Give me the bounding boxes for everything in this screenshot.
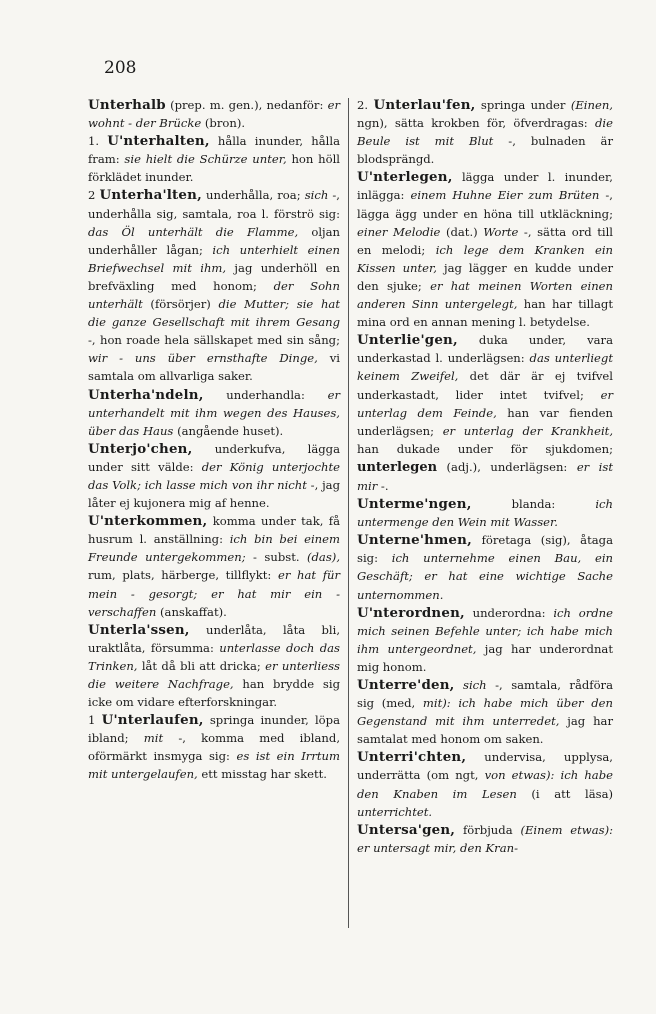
entry-example: einem Huhne Eier zum Brüten <box>410 188 600 203</box>
entry-example: er unterliess die weitere Nachfrage, <box>88 658 340 691</box>
entry-headword: Untersa'gen, <box>357 821 456 838</box>
entry-text: 2 <box>88 188 100 203</box>
dictionary-entry <box>357 168 613 331</box>
dictionary-entry <box>357 96 613 168</box>
entry-text: (anskaffat). <box>156 604 227 619</box>
entry-headword: Unterlau'fen, <box>373 97 476 113</box>
entry-headword: Unterme'ngen, <box>357 496 472 513</box>
entry-text: han har tillagt mina ord en annan mening l. betydelse. <box>357 297 613 330</box>
entry-text: vi samtala om allvarliga saker. <box>88 351 340 384</box>
dictionary-entry <box>357 331 613 495</box>
entry-example: die Beule ist mit Blut <box>357 116 613 149</box>
entry-example: ich ordne mich seinen Befehle unter; ich habe mich ihm untergeordnet, <box>357 605 613 656</box>
entry-text: -. <box>377 478 389 493</box>
dictionary-entry <box>357 748 613 820</box>
entry-example: der König unterjochte das Volk; ich lasse mich von ihr nicht <box>88 459 340 492</box>
entry-example: mit): ich habe mich über den Gegenstand mit ihm unterredet, <box>357 696 614 729</box>
dictionary-entry <box>88 132 340 186</box>
entry-text: (angående huset). <box>173 423 284 438</box>
entry-headword: Unterne'hmen, <box>357 532 472 549</box>
entry-example: ich unterhielt einen Briefwechsel mit ihm, <box>88 242 340 275</box>
entry-example: ich lege dem Kranken ein Kissen unter, <box>357 242 613 275</box>
entry-headword: Unterri'chten, <box>357 749 467 766</box>
entry-example: die Mutter; sie hat die ganze Gesellschaft mit ihrem Gesang <box>88 297 341 330</box>
entry-text: (adj.), underlägsen: <box>437 459 577 474</box>
entry-example: (das), <box>306 550 340 565</box>
entry-text: han dukade under för sjukdomen; <box>357 441 613 456</box>
entry-subheadword: unterlegen <box>357 459 438 475</box>
column-divider <box>348 98 349 928</box>
entry-text: jag har samtalat med honom om saken. <box>357 714 613 747</box>
entry-example: (Einem etwas): er untersagt mir, den Kran- <box>357 822 613 855</box>
dictionary-entry <box>88 186 340 385</box>
entry-example: ich bin bei einem Freunde untergekommen; <box>88 532 341 565</box>
dictionary-entry <box>88 621 340 711</box>
entry-headword: U'nterordnen, <box>357 604 465 621</box>
entry-text: hon höll förklädet inunder. <box>88 152 340 185</box>
right-column <box>357 96 613 857</box>
entry-text: jag underhöll en brefväxling med honom; <box>88 260 340 293</box>
entry-text: (dat.) <box>440 224 484 239</box>
entry-text: låt då bli att dricka; <box>137 658 266 673</box>
entry-text: -, underhålla sig, samtala, roa l. förströ sig: <box>88 188 340 221</box>
entry-text: förbjuda <box>455 822 521 837</box>
entry-headword: U'nterlegen, <box>357 169 453 186</box>
entry-text: oljan underhåller lågan; <box>88 224 340 257</box>
entry-text: komma under tak, få husrum l. anställning: <box>88 514 340 547</box>
entry-example: unterrichtet. <box>357 804 433 819</box>
entry-text: ngn), sätta krokben för, öfverdragas: <box>357 116 595 131</box>
entry-text: jag lägger en kudde under den sjuke; <box>357 260 613 293</box>
entry-text: han var fienden underlägsen; <box>357 405 614 438</box>
dictionary-entry <box>357 604 613 676</box>
entry-headword: Unterhalb <box>88 97 166 113</box>
entry-text: -, lägga ägg under en höna till utkläckning; <box>357 188 613 221</box>
entry-text: underkufva, lägga under sitt välde: <box>88 441 340 474</box>
entry-example: das Öl unterhält die Flamme, <box>88 224 299 239</box>
entry-text: springa inunder, löpa ibland; <box>88 713 340 746</box>
entry-headword: Unterlie'gen, <box>357 332 458 349</box>
entry-example: wir - uns über ernsthafte Dinge, <box>88 351 318 366</box>
entry-example: ich unternehme einen Bau, ein Geschäft; er hat eine wichtige Sache unternommen. <box>357 551 613 602</box>
entry-example: er unterhandelt mit ihm wegen des Hauses, über das Haus <box>88 387 340 438</box>
left-column <box>88 96 340 784</box>
entry-text: rum, plats, härberge, tillflykt: <box>88 568 278 583</box>
entry-text: -, jag låter ej kujonera mig af henne. <box>88 477 340 511</box>
page-number: 208 <box>104 58 137 78</box>
dictionary-entry <box>357 495 613 531</box>
entry-text: undervisa, upplysa, underrätta (om ngt, <box>357 750 613 783</box>
dictionary-entry <box>357 821 613 857</box>
entry-text: lägga under l. inunder, inlägga: <box>357 170 613 203</box>
entry-text: det där är ej tvifvel underkastadt, lider intet tvifvel; <box>357 369 614 402</box>
entry-text: -, samtala, rådföra sig (med, <box>357 678 613 711</box>
entry-headword: U'nterkommen, <box>88 513 208 530</box>
dictionary-entry <box>88 512 340 621</box>
entry-text: -, hon roade hela sällskapet med sin sång; <box>88 333 340 348</box>
entry-example: er hat meinen Worten einen anderen Sinn untergelegt, <box>357 278 613 312</box>
entry-headword: Unterha'ndeln, <box>88 386 204 403</box>
dictionary-entry <box>357 531 613 603</box>
entry-text: jag har underordnat mig honom. <box>357 641 613 674</box>
entry-text: 1. <box>88 134 108 149</box>
entry-headword: Unterre'den, <box>357 677 455 693</box>
entry-example: sie hielt die Schürze unter, <box>124 152 287 167</box>
dictionary-entry <box>88 96 340 132</box>
entry-example: Worte <box>483 224 519 239</box>
entry-example: das unterliegt keinem Zweifel, <box>357 351 614 384</box>
entry-text: han brydde sig icke om vidare efterforskningar. <box>88 677 340 710</box>
entry-text: hålla inunder, hålla fram: <box>88 134 340 167</box>
entry-text: -, bulnaden är blodsprängd. <box>357 134 613 167</box>
entry-text: (försörjer) <box>142 297 219 312</box>
entry-text: 2. <box>357 98 374 112</box>
entry-text: blanda: <box>471 497 596 512</box>
entry-text <box>455 678 463 692</box>
entry-text: springa under <box>475 98 571 112</box>
entry-example: es ist ein Irrtum mit untergelaufen, <box>88 749 340 782</box>
entry-text: - subst. <box>245 550 307 565</box>
entry-example: er ist mir <box>357 459 614 493</box>
entry-example: von etwas): ich habe den Knaben im Lesen <box>357 768 614 801</box>
entry-text: (i att läsa) <box>516 786 613 801</box>
entry-headword: U'nterhalten, <box>107 133 210 150</box>
entry-text: underlåta, låta bli, uraktlåta, försumma: <box>88 622 340 655</box>
entry-text: företaga (sig), åtaga sig: <box>357 533 613 566</box>
entry-text: underhandla: <box>203 387 328 402</box>
dictionary-entry <box>357 676 613 748</box>
dictionary-entry <box>88 386 340 440</box>
entry-example: (Einen, <box>570 98 613 112</box>
entry-example: einer Melodie <box>357 224 441 239</box>
entry-text: (bron). <box>201 116 246 131</box>
entry-headword: Unterla'ssen, <box>88 621 190 638</box>
entry-headword: U'nterlaufen, <box>101 712 204 729</box>
entry-text: underordna: <box>464 605 554 620</box>
entry-example: mit <box>143 731 164 746</box>
entry-example: unterlasse doch das Trinken, <box>88 640 340 673</box>
entry-example: er wohnt - der Brücke <box>88 98 340 131</box>
entry-example: ich untermenge den Wein mit Wasser. <box>357 497 613 530</box>
entry-example: er hat für mein - gesorgt; er hat mir ein - verschaffen <box>88 568 340 619</box>
entry-example: er unterlag der Krankheit, <box>442 423 614 438</box>
entry-example: sich <box>304 188 329 203</box>
entry-text: underhålla, roa; <box>201 188 305 203</box>
entry-example: er unterlag dem Feinde, <box>357 387 613 420</box>
dictionary-entry <box>88 711 340 783</box>
entry-text: -, sätta ord till en melodi; <box>357 224 613 257</box>
entry-text: ett misstag har skett. <box>197 767 327 782</box>
entry-headword: Unterha'lten, <box>99 187 202 204</box>
entry-text: (prep. m. gen.), nedanför: <box>165 98 328 112</box>
entry-text: duka under, vara underkastad l. underlägsen: <box>357 333 613 366</box>
entry-text: 1 <box>88 713 102 728</box>
entry-example: der Sohn unterhält <box>88 278 340 312</box>
dictionary-entry <box>88 440 340 512</box>
entry-text: -, komma med ibland, oförmärkt insmyga sig: <box>88 731 340 764</box>
entry-example: sich <box>463 678 487 692</box>
entry-headword: Unterjo'chen, <box>88 440 193 457</box>
